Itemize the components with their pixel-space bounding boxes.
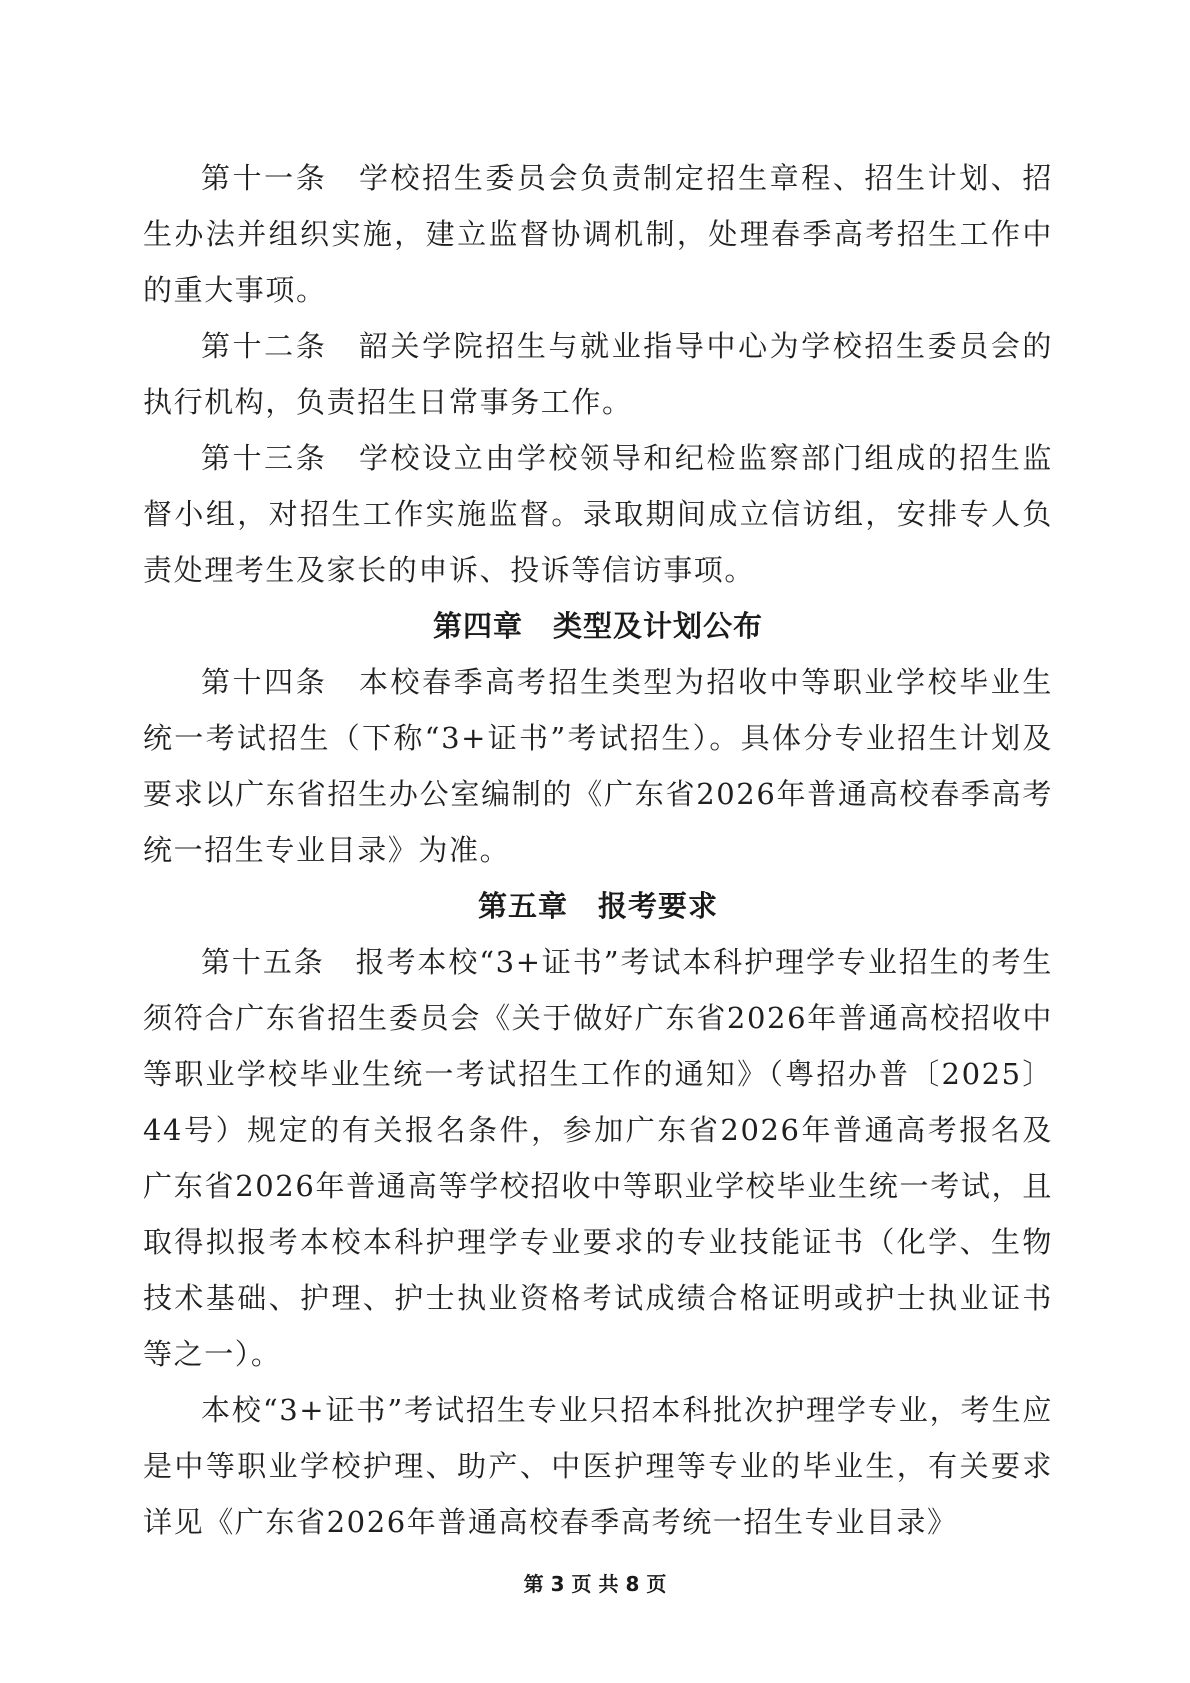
article-13: 第十三条 学校设立由学校领导和纪检监察部门组成的招生监督小组，对招生工作实施监督。录取期间成立信访组，安排专人负责处理考生及家长的申诉、投诉等信访事项。 — [143, 441, 1053, 587]
article-11: 第十一条 学校招生委员会负责制定招生章程、招生计划、招生办法并组织实施，建立监督协调机制，处理春季高考招生工作中的重大事项。 — [143, 161, 1053, 307]
chapter-5-heading: 第五章 报考要求 — [477, 889, 718, 923]
page-number-footer: 第 3 页 共 8 页 — [523, 1572, 667, 1596]
article-12: 第十二条 韶关学院招生与就业指导中心为学校招生委员会的执行机构，负责招生日常事务工作。 — [143, 329, 1053, 419]
document-body — [143, 150, 1053, 1550]
article-15-continued: 本校“3+证书”考试招生专业只招本科批次护理学专业，考生应是中等职业学校护理、助产、中医护理等专业的毕业生，有关要求详见《广东省2026年普通高校春季高考统一招生专业目录》 — [143, 1393, 1053, 1539]
article-14: 第十四条 本校春季高考招生类型为招收中等职业学校毕业生统一考试招生（下称“3+证书”考试招生）。具体分专业招生计划及要求以广东省招生办公室编制的《广东省2026年普通高校春季高考统一招生专业目录》为准。 — [143, 665, 1053, 867]
chapter-4-heading: 第四章 类型及计划公布 — [432, 609, 763, 643]
article-15: 第十五条 报考本校“3+证书”考试本科护理学专业招生的考生须符合广东省招生委员会《关于做好广东省2026年普通高校招收中等职业学校毕业生统一考试招生工作的通知》（粤招办普〔2025〕44号）规定的有关报名条件，参加广东省2026年普通高考报名及广东省2026年普通高等学校招收中等职业学校毕业生统一考试，且取得拟报考本校本科护理学专业要求的专业技能证书（化学、生物技术基础、护理、护士执业资格考试成绩合格证明或护士执业证书等之一）。 — [143, 945, 1053, 1371]
